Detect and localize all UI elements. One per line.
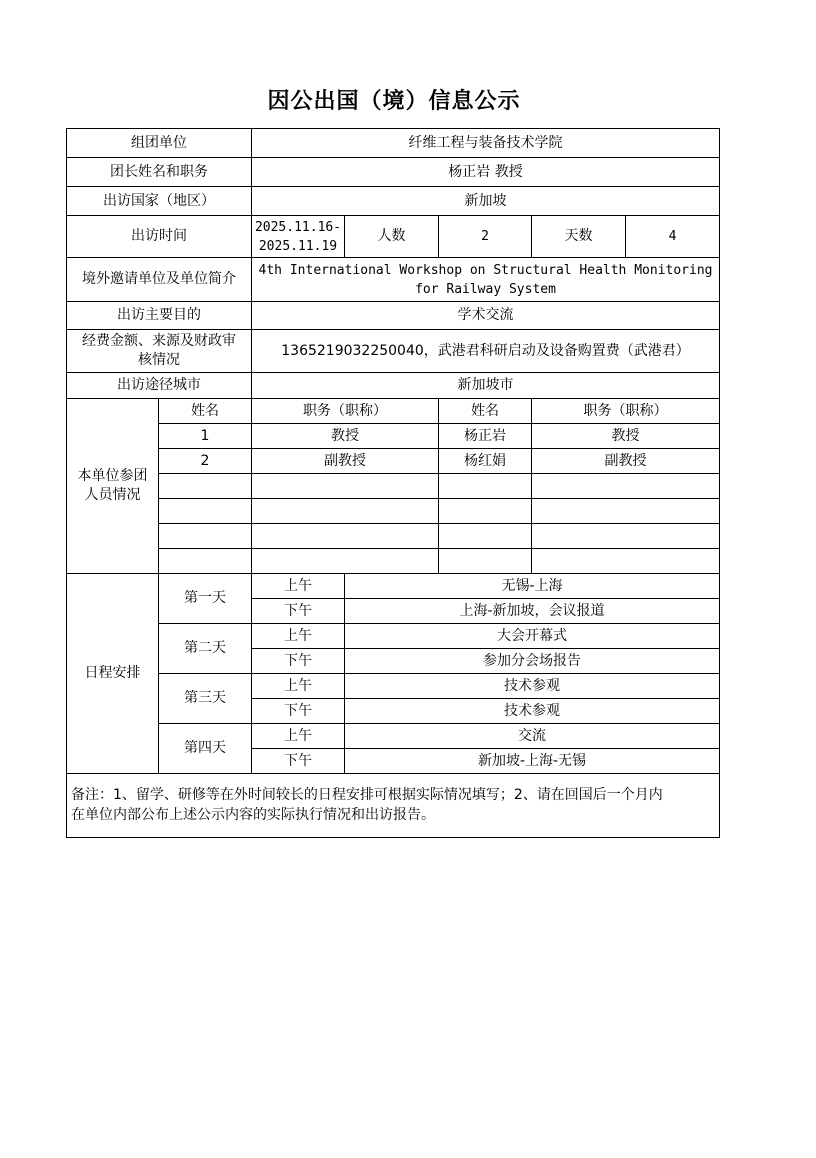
page-title: 因公出国（境）信息公示 xyxy=(267,89,521,114)
members-label xyxy=(67,399,159,574)
member-cell: 杨红娟 xyxy=(439,449,532,474)
inviter-value xyxy=(252,258,720,302)
schedule-row xyxy=(67,724,720,749)
funding-value: 1365219032250040，武港君科研启动及设备购置费（武港君） xyxy=(252,330,720,373)
schedule-day-2-pm: 参加分会场报告 xyxy=(345,649,720,674)
row-time xyxy=(67,216,720,258)
people-label: 人数 xyxy=(345,216,439,258)
member-cell xyxy=(439,524,532,549)
group-unit-label: 组团单位 xyxy=(67,129,252,158)
time-end: 2025.11.19 xyxy=(258,238,338,254)
schedule-day-1: 第一天 xyxy=(159,574,252,624)
member-cell: 副教授 xyxy=(532,449,720,474)
member-cell xyxy=(532,499,720,524)
inviter-line-1: 4th International Workshop on Structural Health Monitoring xyxy=(258,262,713,278)
info-form-table xyxy=(66,128,720,838)
member-cell xyxy=(532,474,720,499)
member-cell: 1 xyxy=(159,424,252,449)
members-header-name-2: 姓名 xyxy=(439,399,532,424)
purpose-value: 学术交流 xyxy=(252,302,720,330)
schedule-label: 日程安排 xyxy=(67,574,159,774)
schedule-am-label: 上午 xyxy=(252,724,345,749)
schedule-am-label: 上午 xyxy=(252,624,345,649)
leader-label: 团长姓名和职务 xyxy=(67,158,252,187)
inviter-line-2: for Railway System xyxy=(415,281,556,297)
schedule-am-label: 上午 xyxy=(252,574,345,599)
member-cell: 教授 xyxy=(252,424,439,449)
note xyxy=(67,774,720,838)
schedule-row xyxy=(67,674,720,699)
member-cell xyxy=(252,549,439,574)
member-cell xyxy=(159,474,252,499)
time-value xyxy=(252,216,345,258)
member-cell xyxy=(159,524,252,549)
member-cell xyxy=(439,549,532,574)
funding-label xyxy=(67,330,252,373)
schedule-pm-label: 下午 xyxy=(252,749,345,774)
table-row xyxy=(67,449,720,474)
schedule-row xyxy=(67,574,720,599)
member-cell: 教授 xyxy=(532,424,720,449)
schedule-day-4: 第四天 xyxy=(159,724,252,774)
member-cell: 杨正岩 xyxy=(439,424,532,449)
people-value: 2 xyxy=(439,216,532,258)
row-cities xyxy=(67,373,720,399)
schedule-day-1-pm: 上海-新加坡，会议报道 xyxy=(345,599,720,624)
member-cell: 2 xyxy=(159,449,252,474)
schedule-am-label: 上午 xyxy=(252,674,345,699)
row-purpose xyxy=(67,302,720,330)
note-line-1: 备注：1、留学、研修等在外时间较长的日程安排可根据实际情况填写；2、请在回国后一个月内 xyxy=(71,787,663,803)
schedule-day-2: 第二天 xyxy=(159,624,252,674)
schedule-day-3-am: 技术参观 xyxy=(345,674,720,699)
time-start: 2025.11.16- xyxy=(254,219,342,235)
time-label: 出访时间 xyxy=(67,216,252,258)
schedule-day-3: 第三天 xyxy=(159,674,252,724)
row-funding xyxy=(67,330,720,373)
country-label: 出访国家（地区） xyxy=(67,187,252,216)
member-cell xyxy=(439,499,532,524)
table-row xyxy=(67,499,720,524)
table-row xyxy=(67,524,720,549)
funding-label-line-2: 核情况 xyxy=(138,352,180,368)
days-label: 天数 xyxy=(532,216,626,258)
purpose-label: 出访主要目的 xyxy=(67,302,252,330)
schedule-pm-label: 下午 xyxy=(252,699,345,724)
cities-value: 新加坡市 xyxy=(252,373,720,399)
member-cell xyxy=(532,549,720,574)
row-country xyxy=(67,187,720,216)
member-cell xyxy=(252,524,439,549)
note-line-2: 在单位内部公布上述公示内容的实际执行情况和出访报告。 xyxy=(71,807,435,823)
member-cell xyxy=(439,474,532,499)
schedule-day-1-am: 无锡-上海 xyxy=(345,574,720,599)
row-group-unit xyxy=(67,129,720,158)
group-unit-value: 纤维工程与装备技术学院 xyxy=(252,129,720,158)
schedule-row xyxy=(67,624,720,649)
cities-label: 出访途径城市 xyxy=(67,373,252,399)
member-cell xyxy=(532,524,720,549)
members-header-name-1: 姓名 xyxy=(159,399,252,424)
member-cell: 副教授 xyxy=(252,449,439,474)
member-cell xyxy=(252,499,439,524)
member-cell xyxy=(159,549,252,574)
country-value: 新加坡 xyxy=(252,187,720,216)
members-label-line-1: 本单位参团 xyxy=(77,468,148,484)
inviter-label: 境外邀请单位及单位简介 xyxy=(67,258,252,302)
schedule-day-4-am: 交流 xyxy=(345,724,720,749)
member-cell xyxy=(252,474,439,499)
days-value: 4 xyxy=(626,216,720,258)
funding-label-line-1: 经费金额、来源及财政审 xyxy=(82,333,236,349)
row-leader xyxy=(67,158,720,187)
leader-value: 杨正岩 教授 xyxy=(252,158,720,187)
table-row xyxy=(67,549,720,574)
note-row xyxy=(67,774,720,838)
table-row xyxy=(67,424,720,449)
members-label-line-2: 人员情况 xyxy=(84,487,141,503)
schedule-pm-label: 下午 xyxy=(252,599,345,624)
table-row xyxy=(67,474,720,499)
schedule-pm-label: 下午 xyxy=(252,649,345,674)
member-cell xyxy=(159,499,252,524)
schedule-day-2-am: 大会开幕式 xyxy=(345,624,720,649)
schedule-day-3-pm: 技术参观 xyxy=(345,699,720,724)
members-header-title-1: 职务（职称） xyxy=(252,399,439,424)
members-header-title-2: 职务（职称） xyxy=(532,399,720,424)
members-header-row xyxy=(67,399,720,424)
row-inviter xyxy=(67,258,720,302)
schedule-day-4-pm: 新加坡-上海-无锡 xyxy=(345,749,720,774)
